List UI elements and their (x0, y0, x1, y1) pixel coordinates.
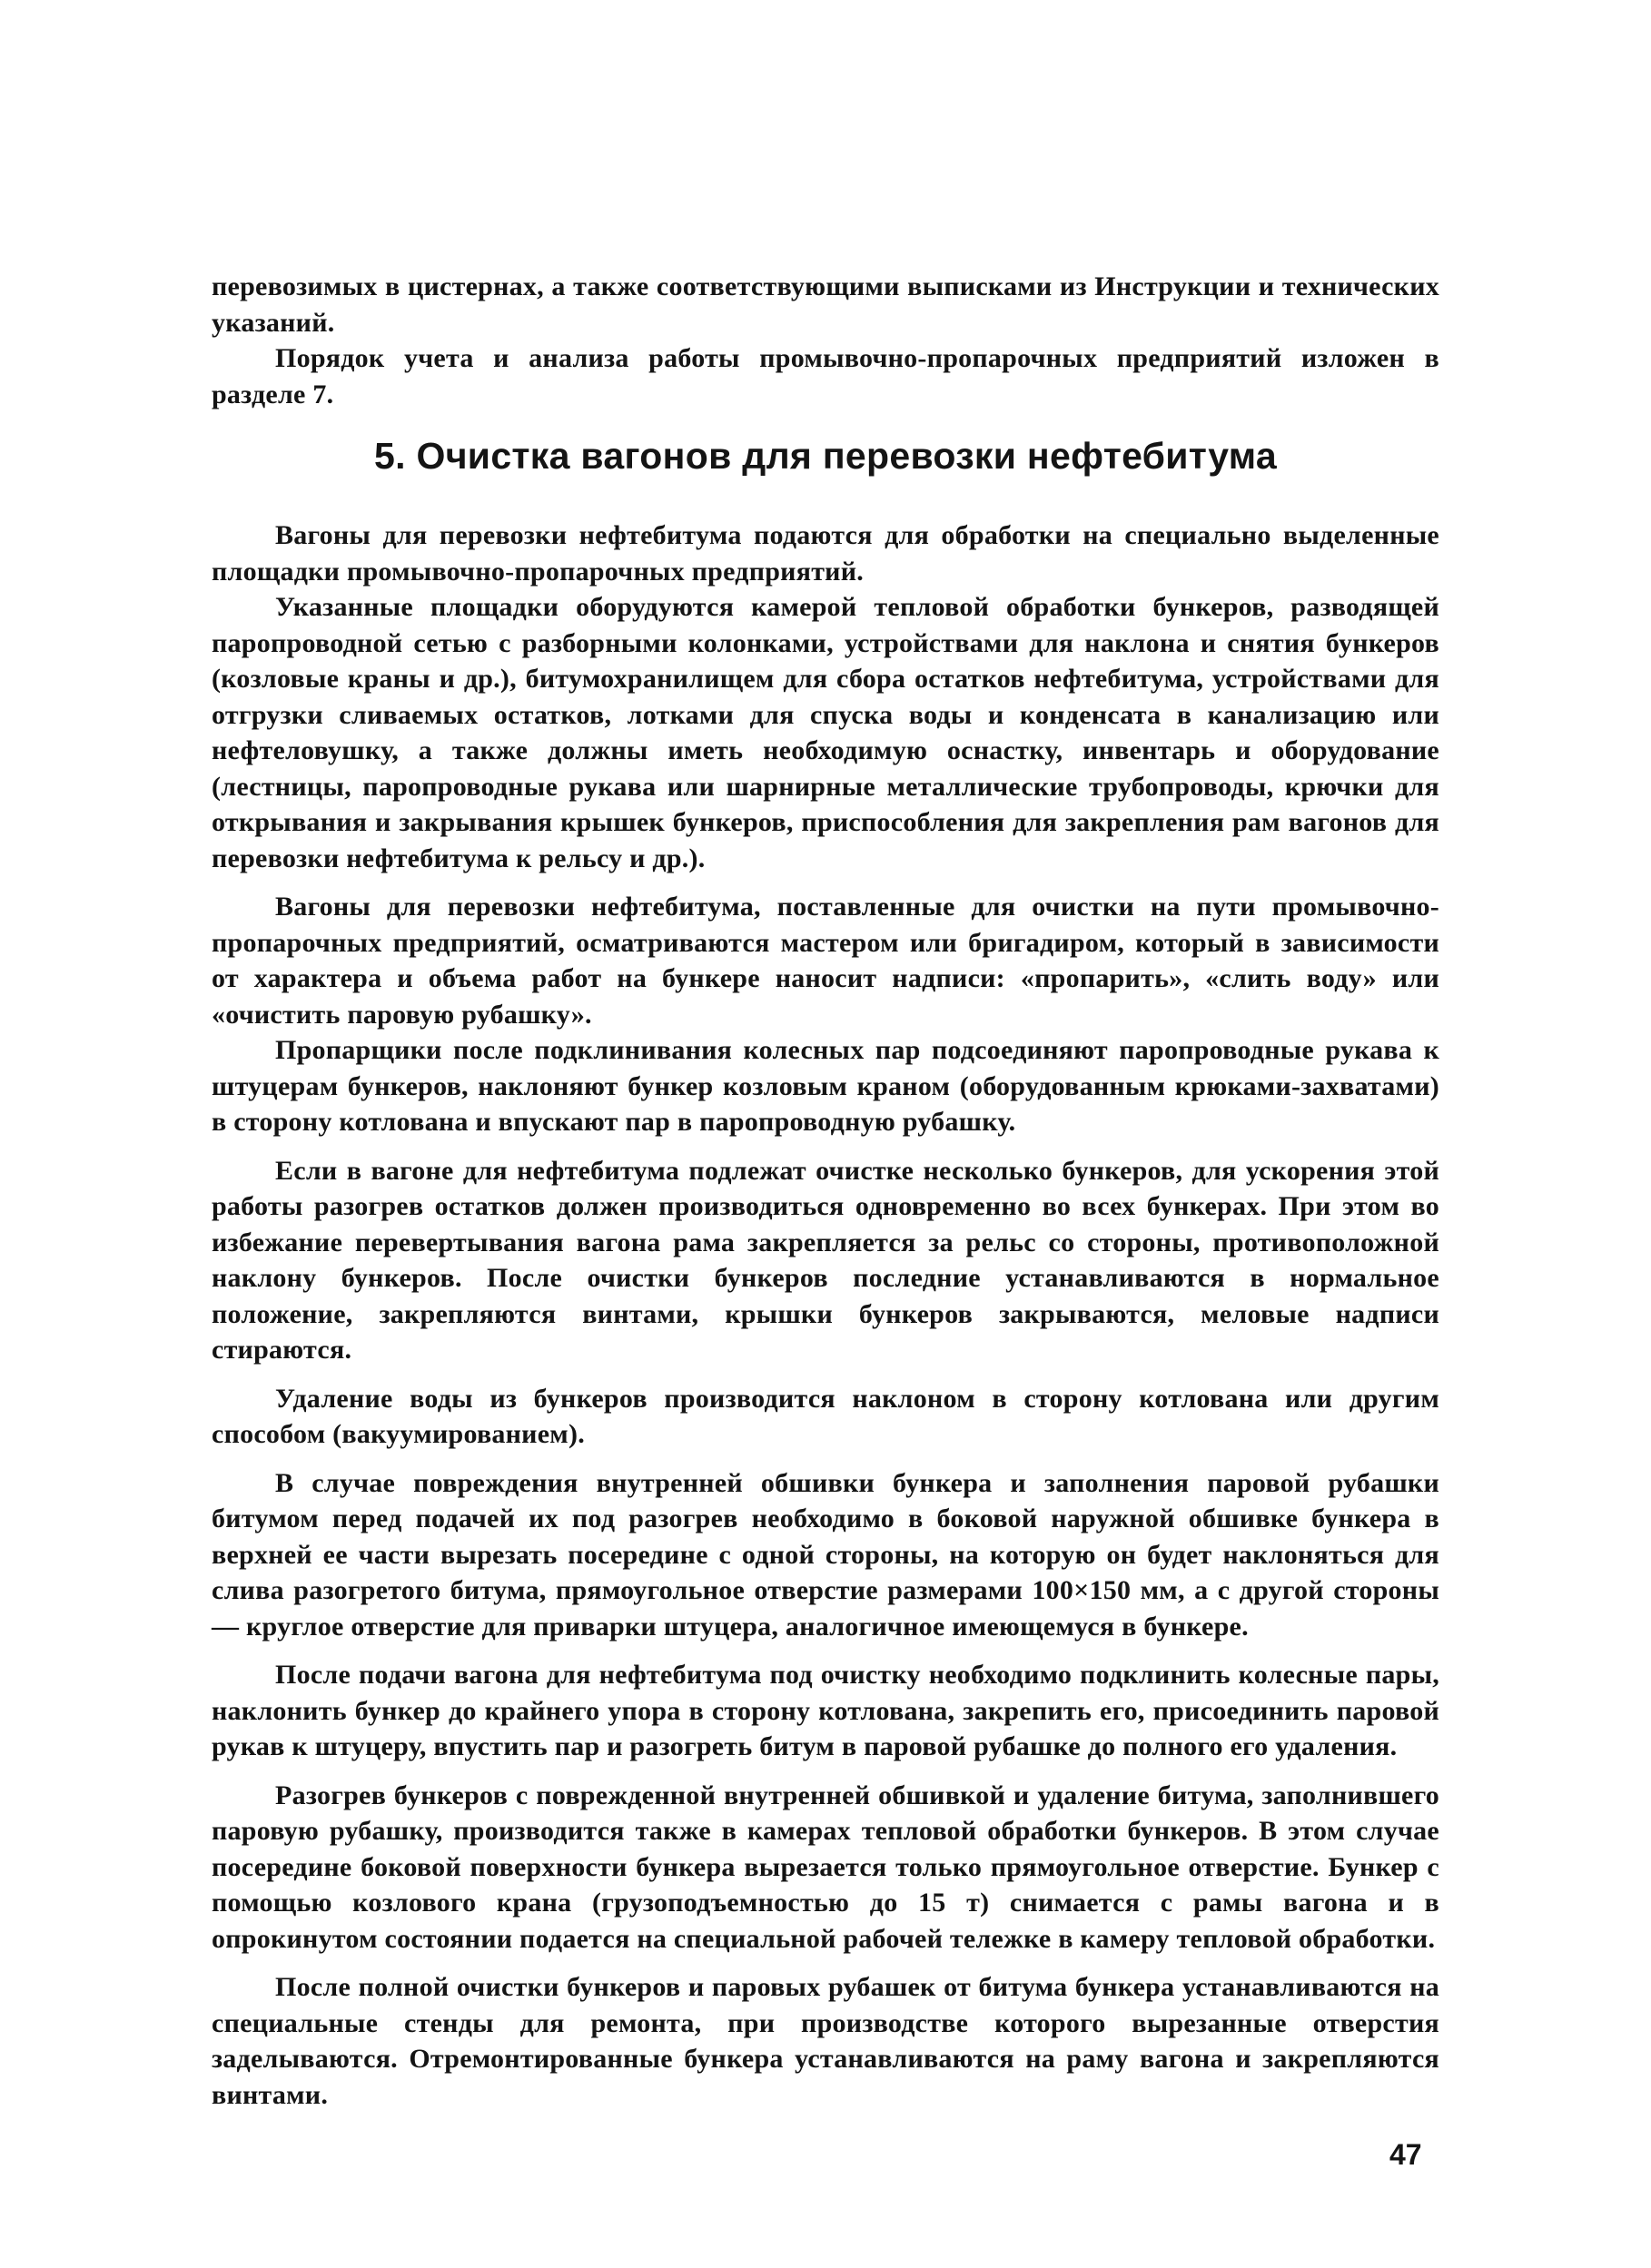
body-paragraph: Указанные площадки оборудуются камерой тепловой обработки бункеров, разводящей паропроводной сетью с разборными колонками, устройствами для наклона и снятия бункеров (козловые краны и др.), битумохранилищем для сбора остатков нефтебитума, устройствами для отгрузки сливаемых остатков, лотками для спуска воды и конденсата в канализацию или нефтеловушку, а также должны иметь необходимую оснастку, инвентарь и оборудование (лестницы, паропроводные рукава или шарнирные металлические трубопроводы, крючки для открывания и закрывания крышек бункеров, приспособления для закрепления рам вагонов для перевозки нефтебитума к рельсу и др.). (212, 592, 1439, 873)
body-paragraph: Пропарщики после подклинивания колесных пар подсоединяют паропроводные рукава к штуцерам бункеров, наклоняют бункер козловым краном (оборудованным крюками-захватами) в сторону котлована и впускают пар в паропроводную рубашку. (212, 1035, 1439, 1137)
body-paragraph: Вагоны для перевозки нефтебитума, поставленные для очистки на пути промывочно-пропарочных предприятий, осматриваются мастером или бригадиром, который в зависимости от характера и объема работ на бункере наносит надписи: «пропарить», «слить воду» или «очистить паровую рубашку». (212, 892, 1439, 1030)
body-paragraph: После полной очистки бункеров и паровых рубашек от битума бункера устанавливаются на специальные стенды для ремонта, при производстве которого вырезанные отверстия заделываются. Отремонтированные бункера устанавливаются на раму вагона и закрепляются винтами. (212, 1972, 1439, 2110)
body-paragraph: В случае повреждения внутренней обшивки бункера и заполнения паровой рубашки битумом перед подачей их под разогрев необходимо в боковой наружной обшивке бункера в верхней ее части вырезать посередине с одной стороны, на которую он будет наклоняться для слива разогретого битума, прямоугольное отверстие размерами 100×150 мм, а с другой стороны — круглое отверстие для приварки штуцера, аналогичное имеющемуся в бункере. (212, 1467, 1439, 1642)
body-paragraph: Разогрев бункеров с поврежденной внутренней обшивкой и удаление битума, заполнившего паровую рубашку, производится также в камерах тепловой обработки бункеров. В этом случае посередине боковой поверхности бункера вырезается только прямоугольное отверстие. Бункер с помощью козлового крана (грузоподъемностью до 15 т) снимается с рамы вагона и в опрокинутом состоянии подается на специальной рабочей тележке в камеру тепловой обработки. (212, 1780, 1439, 1954)
page-text-block (212, 269, 1439, 2113)
body-paragraph: Удаление воды из бункеров производится наклоном в сторону котлована или другим способом (вакуумированием). (212, 1383, 1439, 1449)
body-paragraph: Вагоны для перевозки нефтебитума подаются для обработки на специально выделенные площадки промывочно-пропарочных предприятий. (212, 520, 1439, 587)
body-paragraph: Если в вагоне для нефтебитума подлежат очистке несколько бункеров, для ускорения этой работы разогрев остатков должен производиться одновременно во всех бункерах. При этом во избежание перевертывания вагона рама закрепляется за рельс со стороны, противоположной наклону бункеров. После очистки бункеров последние устанавливаются в нормальное положение, закрепляются винтами, крышки бункеров закрываются, меловые надписи стираются. (212, 1155, 1439, 1365)
page-number: 47 (1389, 2138, 1422, 2171)
body-paragraph: После подачи вагона для нефтебитума под очистку необходимо подклинить колесные пары, наклонить бункер до крайнего упора в сторону котлована, закрепить его, присоединить паровой рукав к штуцеру, впустить пар и разогреть битум в паровой рубашке до полного его удаления. (212, 1660, 1439, 1761)
section-heading: 5. Очистка вагонов для перевозки нефтебитума (374, 435, 1277, 477)
intro-paragraph-continuation: перевозимых в цистернах, а также соответствующими выписками из Инструкции и технических указаний. (212, 271, 1439, 338)
intro-paragraph-reference: Порядок учета и анализа работы промывочно-пропарочных предприятий изложен в разделе 7. (212, 343, 1439, 409)
